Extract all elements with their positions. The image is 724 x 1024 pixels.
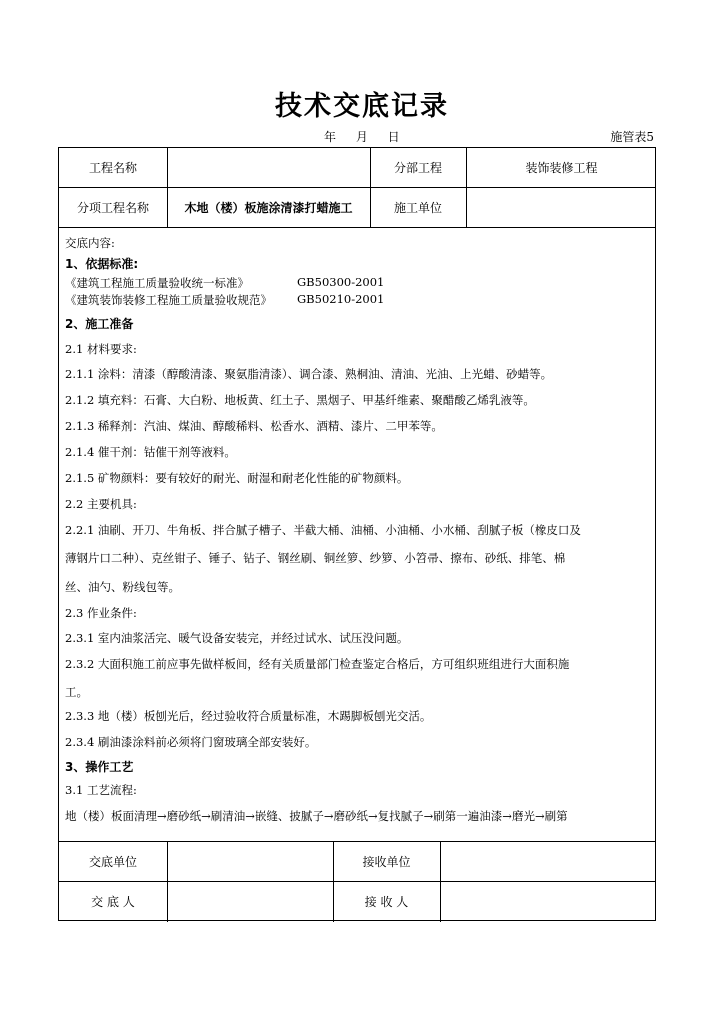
content-line: 3.1 工艺流程: xyxy=(65,783,137,797)
receiver-person-label: 接 收 人 xyxy=(364,895,409,909)
project-name-field[interactable] xyxy=(167,148,370,187)
content-line: 2.1.5 矿物颜料：要有较好的耐光、耐湿和耐老化性能的矿物颜料。 xyxy=(65,471,409,485)
standard-code: GB50300-2001 xyxy=(297,275,385,289)
content-line: 2.3.4 刷油漆涂料前必须将门窗玻璃全部安装好。 xyxy=(65,735,317,749)
content-line: 2.1 材料要求: xyxy=(65,342,137,356)
handover-content xyxy=(59,227,655,841)
content-line: 薄钢片口二种）、克丝钳子、锤子、钻子、钢丝刷、铜丝箩、纱箩、小笤帚、擦布、砂纸、排笔、棉 xyxy=(65,551,566,565)
content-line: 工。 xyxy=(65,685,88,699)
standard-item xyxy=(65,275,649,292)
content-line: 丝、油勺、粉线包等。 xyxy=(65,580,180,594)
standard-name: 《建筑装饰装修工程施工质量验收规范》 xyxy=(65,293,272,307)
handover-unit-field[interactable] xyxy=(167,841,333,881)
content-line: 2.3.3 地（楼）板刨光后，经过验收符合质量标准，木踢脚板刨光交活。 xyxy=(65,709,432,723)
standard-item xyxy=(65,292,649,315)
content-line: 2.2 主要机具: xyxy=(65,497,137,511)
section-3-title: 3、操作工艺 xyxy=(65,760,134,774)
handover-unit-label: 交底单位 xyxy=(88,854,137,869)
content-intro: 交底内容: xyxy=(65,236,115,250)
receiver-unit-field[interactable] xyxy=(440,841,657,881)
standard-code: GB50210-2001 xyxy=(297,292,385,306)
standard-name: 《建筑工程施工质量验收统一标准》 xyxy=(65,276,249,290)
content-line: 2.2.1 油刷、开刀、牛角板、拌合腻子槽子、半截大桶、油桶、小油桶、小水桶、刮腻子板（橡皮口及 xyxy=(65,523,581,537)
construction-unit-label: 施工单位 xyxy=(393,200,442,215)
subproject-field[interactable]: 木地（楼）板施涂清漆打蜡施工 xyxy=(184,200,353,215)
division-label: 分部工程 xyxy=(393,161,442,175)
content-line: 2.1.1 涂料：清漆（醇酸清漆、聚氨脂清漆）、调合漆、熟桐油、清油、光油、上光蜡、砂蜡等。 xyxy=(65,367,553,381)
content-line: 2.3.2 大面积施工前应事先做样板间，经有关质量部门检查鉴定合格后，方可组织班组进行大面积施 xyxy=(65,657,570,671)
handover-person-label: 交 底 人 xyxy=(91,895,135,909)
form-number: 施管表5 xyxy=(610,130,654,144)
document-title: 技术交底记录 xyxy=(275,91,449,122)
content-line: 2.3.1 室内油浆活完、暖气设备安装完，并经过试水、试压没问题。 xyxy=(65,631,409,645)
content-line: 2.1.3 稀释剂：汽油、煤油、醇酸稀料、松香水、酒精、漆片、二甲苯等。 xyxy=(65,419,443,433)
handover-person-field[interactable] xyxy=(167,881,333,922)
content-line: 2.1.2 填充料：石膏、大白粉、地板黄、红土子、黑烟子、甲基纤维素、聚醋酸乙烯乳液等。 xyxy=(65,393,535,407)
subproject-label: 分项工程名称 xyxy=(76,200,149,215)
content-line: 2.3 作业条件: xyxy=(65,606,137,620)
section-2-title: 2、施工准备 xyxy=(65,317,134,331)
receiver-person-field[interactable] xyxy=(440,881,657,922)
receiver-unit-label: 接收单位 xyxy=(362,854,411,869)
division-field[interactable]: 装饰装修工程 xyxy=(525,161,598,175)
section-1-title: 1、依据标准: xyxy=(65,257,139,271)
record-table xyxy=(58,147,656,921)
date-label: 年 月 日 xyxy=(324,130,400,144)
project-name-label: 工程名称 xyxy=(88,161,137,175)
content-line: 地（楼）板面清理→磨砂纸→刷清油→嵌缝、披腻子→磨砂纸→复找腻子→刷第一遍油漆→磨光→刷第 xyxy=(65,809,568,823)
construction-unit-field[interactable] xyxy=(466,187,657,227)
content-line: 2.1.4 催干剂：钴催干剂等液料。 xyxy=(65,445,236,459)
